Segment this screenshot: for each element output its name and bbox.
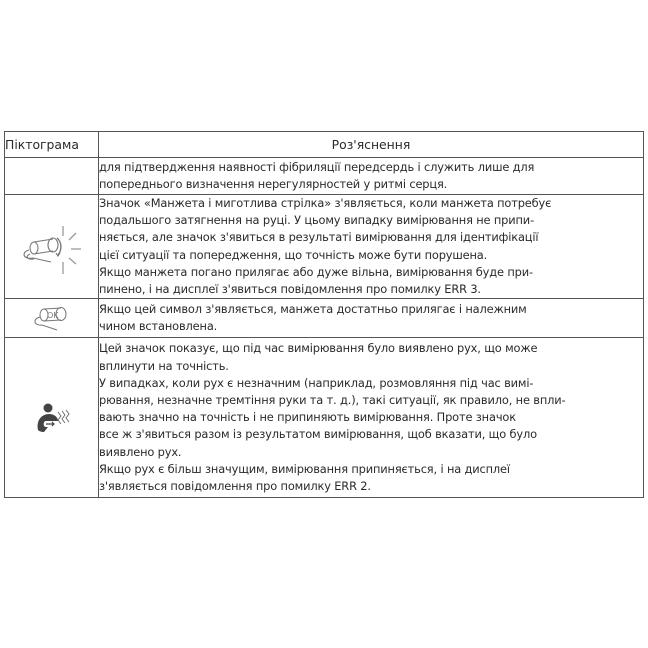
table-row [5, 299, 644, 338]
svg-text:OK: OK [46, 311, 59, 321]
text-line: цієї ситуації та попередження, що точність може бути порушена. [99, 247, 488, 262]
text-line: У випадках, коли рух є незначним (наприклад, розмовляння під час вимі- [99, 375, 534, 390]
text-line: чином встановлена. [99, 319, 218, 334]
text-line: пинено, і на дисплеї з'явиться повідомлення про помилку ERR 3. [99, 282, 481, 297]
table-row [5, 158, 644, 195]
table-header-row [5, 132, 644, 158]
text-line: для підтвердження наявності фібриляції передсердь і служить лише для [99, 159, 535, 174]
header-pictogram: Піктограма [5, 132, 99, 158]
text-line: все ж з'явиться разом із результатом вимірювання, щоб вказати, що було [99, 427, 537, 442]
icon-cell-empty [5, 158, 99, 195]
body-movement-icon [34, 407, 70, 426]
text-line: Значок «Манжета і миготлива стрілка» з'являється, коли манжета потребує [99, 196, 552, 210]
text-line: Якщо рух є більш значущим, вимірювання припиняється, і на дисплеї [99, 461, 510, 476]
icon-cell [5, 195, 99, 299]
text-line: рювання, незначне тремтіння руки та т. д.), такі ситуації, як правило, не впли- [99, 392, 566, 407]
text-line: Якщо манжета погано прилягає або дуже вільна, вимірювання буде при- [99, 264, 533, 279]
explanation-cell [99, 338, 644, 498]
pictogram-table [4, 131, 644, 498]
text-line: Цей значок показує, що під час вимірювання було виявлено рух, що може [99, 341, 538, 356]
text-line: попереднього визначення нерегулярностей у ритмі серця. [99, 177, 448, 191]
text-line: подальшого затягнення на руці. У цьому випадку вимірювання не припи- [99, 213, 535, 228]
text-line: вають значно на точність і не припиняють вимірювання. Проте значок [99, 410, 516, 425]
icon-cell [5, 338, 99, 498]
explanation-cell [99, 195, 644, 299]
text-line: няється, але значок з'явиться в результаті вимірювання для ідентифікації [99, 230, 539, 245]
explanation-cell [99, 299, 644, 338]
text-line: вплинути на точність. [99, 358, 229, 373]
table-row [5, 338, 644, 498]
text-line: з'являється повідомлення про помилку ERR 2. [99, 478, 371, 493]
header-explanation: Роз'яснення [99, 132, 644, 158]
explanation-cell [99, 158, 644, 195]
text-line: Якщо цей символ з'являється, манжета достатньо прилягає і належним [99, 302, 527, 317]
icon-cell [5, 299, 99, 338]
cuff-flashing-arrow-icon [19, 236, 85, 255]
cuff-ok-icon [27, 308, 77, 327]
table-row [5, 195, 644, 299]
text-line: виявлено рух. [99, 444, 182, 459]
